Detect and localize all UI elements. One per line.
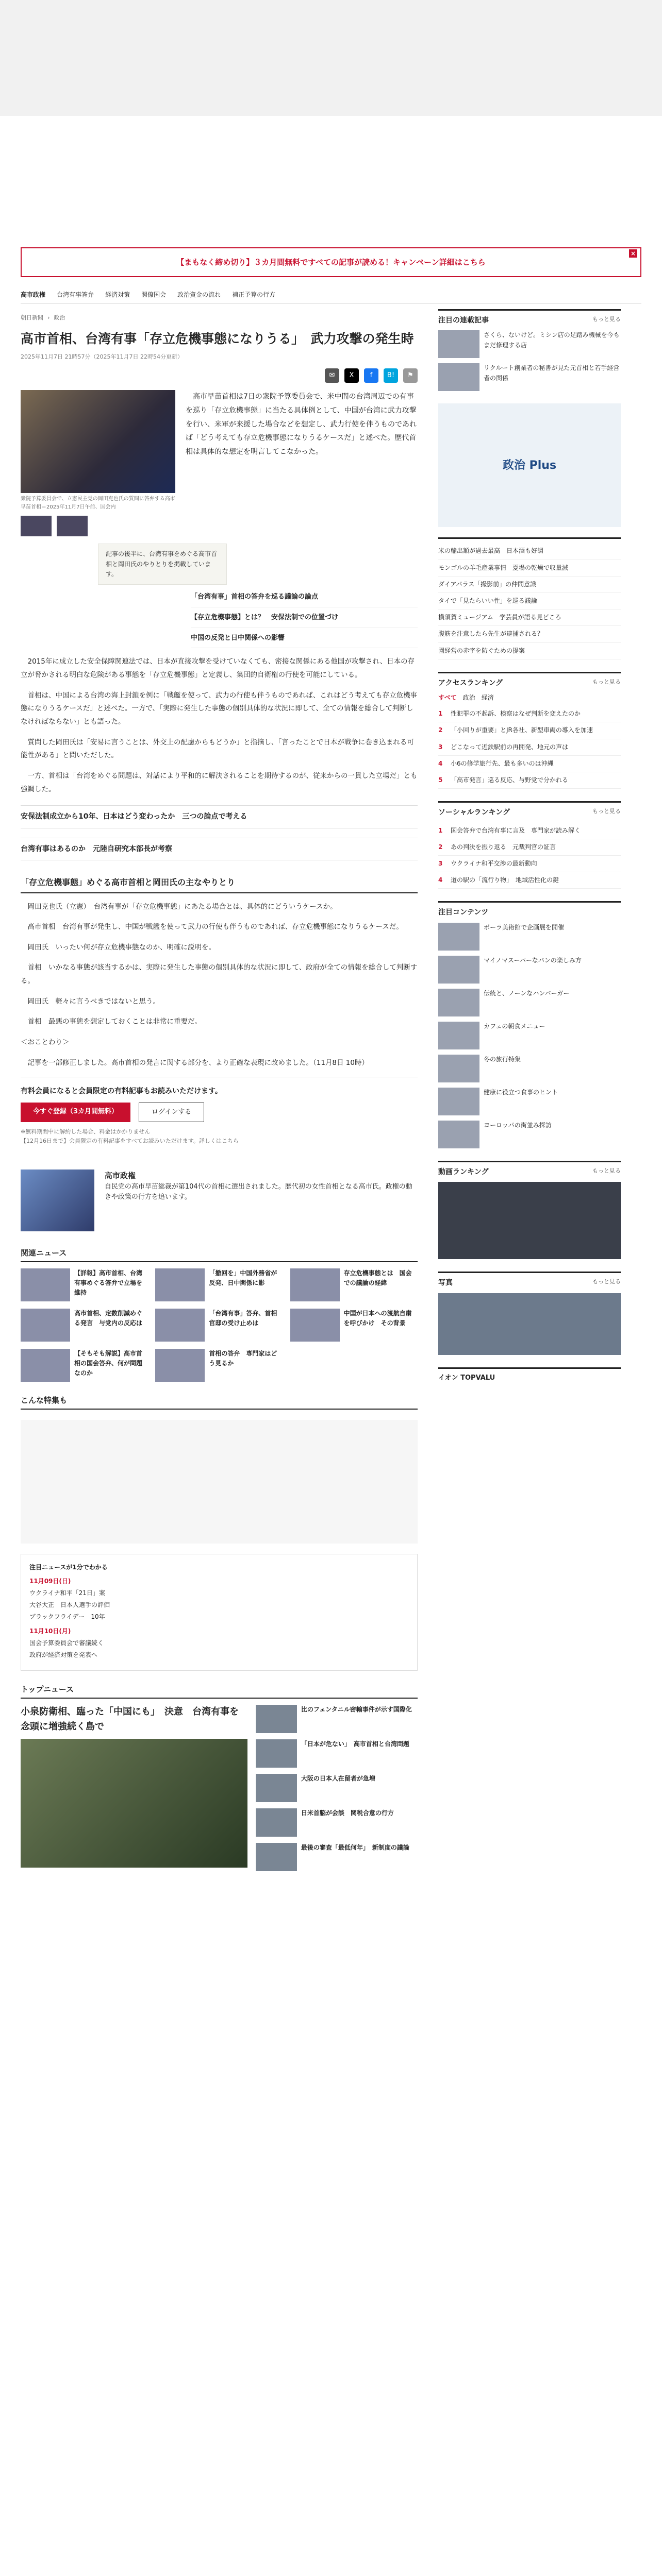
calendar-title: 注目ニュースが1分でわかる	[29, 1563, 108, 1571]
news-card[interactable]	[290, 1309, 418, 1342]
news-thumbnail	[21, 1268, 70, 1301]
sidebar-link[interactable]	[438, 543, 621, 560]
topic-description: 自民党の高市早苗総裁が第104代の首相に選出されました。歴代初の女性首相となる高市氏。政権の動きや政策の行方を追います。	[104, 1182, 412, 1201]
ranking-tab[interactable]: 経済	[481, 694, 494, 702]
sidebar-link-label: モンゴルの羊毛産業事情 夏場の乾燥で収量減	[438, 564, 569, 571]
more-link[interactable]: もっと見る	[592, 316, 621, 323]
news-card[interactable]	[155, 1349, 283, 1382]
topic-item[interactable]: 経済対策	[105, 291, 130, 298]
topic-item[interactable]: 政治資金の流れ	[177, 291, 221, 298]
news-card[interactable]	[155, 1309, 283, 1342]
calendar-date: 11月09日(日)	[29, 1577, 71, 1585]
calendar-date: 11月10日(月)	[29, 1627, 71, 1635]
news-card-title: 高市首相、定数削減めぐる発言 与党内の反応は	[74, 1309, 143, 1327]
related-news-title: 関連ニュース	[21, 1247, 418, 1262]
sidebar-heading: ソーシャルランキング	[438, 808, 510, 817]
ranking-item-label: 「高市発言」巡る反応、与野党で分かれる	[451, 776, 569, 784]
correction-text: 記事を一部修正しました。高市首相の発言に関する部分を、より正確な表現に改めました。（11月8日 10時）	[21, 1058, 369, 1067]
news-card-title: 中国が日本への渡航自粛を呼びかけ その背景	[343, 1309, 412, 1327]
top-news-image[interactable]	[21, 1739, 247, 1868]
top-news-headline[interactable]: 小泉防衛相、臨った「中国にも」 決意 台湾有事を念頭に増強続く島で	[21, 1706, 239, 1732]
top-news-item-title: 比のフェンタニル密輸事件が示す国際化	[301, 1706, 412, 1714]
ranking-item-label: 国会答弁で台湾有事に言及 専門家が読み解く	[451, 826, 581, 834]
ranking-item[interactable]	[438, 772, 621, 789]
content-item[interactable]	[438, 1121, 621, 1148]
topic-item[interactable]: 補正予算の行方	[232, 291, 276, 298]
top-ad-area	[0, 0, 662, 116]
feature-title: こんな特集も	[21, 1394, 418, 1410]
content-item-label: 健康に役立つ食事のヒント	[484, 1088, 558, 1096]
top-news-item-title: 日米首脳が会談 関税合意の行方	[301, 1809, 394, 1817]
rank-number: 4	[438, 876, 443, 884]
news-thumbnail	[290, 1268, 340, 1301]
content-item[interactable]	[438, 989, 621, 1016]
rank-number: 1	[438, 826, 443, 834]
sidebar-heading: 写真	[438, 1279, 453, 1287]
news-card-title: 存立危機事態とは 国会での議論の経緯	[343, 1269, 412, 1286]
sidebar-item-label: リクルート創業者の秘書が見た元首相と若手経営者の関係	[484, 364, 620, 382]
ranking-item[interactable]	[438, 872, 621, 889]
news-card[interactable]	[290, 1268, 418, 1301]
news-thumbnail	[21, 1349, 70, 1382]
sidebar-link-label: ダイアパラス「撮影前」の仲間意識	[438, 580, 537, 588]
top-news-item[interactable]	[256, 1705, 418, 1733]
top-news-item-title: 大阪の日本人在留者が急増	[301, 1775, 375, 1783]
sidebar-link-label: 腹筋を注意したら先生が逮捕される？	[438, 630, 544, 638]
breadcrumb	[21, 309, 418, 327]
news-calendar	[21, 1554, 418, 1671]
topic-lead[interactable]: 高市政権	[21, 291, 46, 298]
related-link[interactable]: 中国の反発と日中関係への影響	[191, 633, 418, 649]
section-heading: 「存立危機事態」めぐる高市首相と岡田氏の主なやりとり	[21, 876, 418, 893]
news-card-title: 「撤回を」中国外務省が反発、日中関係に影	[209, 1269, 277, 1286]
calendar-item[interactable]: 大谷大正 日本人選手の評価	[29, 1601, 110, 1609]
more-link[interactable]: もっと見る	[592, 1167, 621, 1174]
article-title: 高市首相、台湾有事「存立危機事態になりうる」 武力攻撃の発生時	[21, 331, 414, 346]
social-ranking	[438, 801, 621, 889]
topic-box	[21, 1170, 418, 1231]
top-news-item[interactable]	[256, 1739, 418, 1768]
news-thumbnail	[21, 1309, 70, 1342]
related-links	[191, 592, 418, 648]
more-link[interactable]: もっと見る	[592, 808, 621, 815]
rank-number: 2	[438, 726, 443, 734]
hatena-icon[interactable]: B!	[384, 368, 398, 383]
news-thumbnail	[256, 1739, 297, 1768]
ranking-item[interactable]	[438, 756, 621, 772]
sponsor-box	[438, 1367, 621, 1384]
content-thumbnail	[438, 1055, 479, 1082]
register-button[interactable]: 今すぐ登録（3カ月間無料）	[21, 1103, 130, 1123]
article-paragraph: 一方、首相は「台湾をめぐる問題は、対話により平和的に解決されることを期待するのが、従来からの一貫した立場だ」とも強調した。	[21, 771, 418, 793]
content-thumbnail	[438, 1121, 479, 1148]
news-card-title: 【詳報】高市首相、台湾有事めぐる答弁で立場を維持	[74, 1269, 143, 1297]
related-link[interactable]: 【存立危機事態】とは？ 安保法制での位置づけ	[191, 613, 418, 628]
top-news-item[interactable]	[256, 1774, 418, 1802]
sidebar-link[interactable]	[438, 643, 621, 659]
ranking-tab[interactable]: 政治	[462, 694, 475, 702]
sidebar	[438, 309, 621, 1877]
facebook-icon[interactable]: f	[364, 368, 378, 383]
article-paragraph: 質問した岡田氏は「安易に言うことは、外交上の配慮からもどうか」と指摘し、「言ったことで日本が戦争に巻き込まれる可能性がある」と問いただした。	[21, 738, 414, 760]
news-thumbnail	[256, 1843, 297, 1871]
topic-item[interactable]: 閣僚国会	[141, 291, 167, 298]
sidebar-thumbnail	[438, 363, 479, 391]
calendar-item[interactable]: 国会予算委員会で審議続く	[29, 1639, 104, 1647]
sidebar-link[interactable]	[438, 577, 621, 593]
content-item-label: カフェの朝食メニュー	[484, 1022, 545, 1030]
photo-thumbnail[interactable]	[21, 516, 52, 536]
paywall	[21, 1077, 418, 1154]
ranking-item-label: 「小回りが重要」とJR各社、新型車両の導入を加速	[451, 726, 593, 734]
video-ranking	[438, 1161, 621, 1259]
ranking-item-label: 性犯罪の不起訴、検察はなぜ判断を変えたのか	[451, 710, 581, 718]
top-news-item[interactable]	[256, 1808, 418, 1837]
sidebar-link-label: タイで「見たらいい性」を巡る議論	[438, 597, 537, 604]
paywall-note: ※無料期間中に解約した場合、料金はかかりません	[21, 1128, 151, 1136]
campaign-text: 【まもなく締め切り】３カ月間無料ですべての記事が読める！キャンペーン詳細はこちら	[176, 258, 486, 267]
sidebar-item[interactable]	[438, 363, 621, 391]
content-thumbnail	[438, 923, 479, 951]
masthead-area	[0, 116, 662, 247]
content-item[interactable]	[438, 1088, 621, 1115]
content-item[interactable]	[438, 1055, 621, 1082]
news-thumbnail	[256, 1774, 297, 1802]
rank-number: 3	[438, 859, 443, 867]
article-body	[21, 655, 418, 1070]
sidebar-link-label: 米の輸出額が過去最高 日本酒も好調	[438, 547, 544, 555]
ranking-item[interactable]	[438, 856, 621, 872]
qa-paragraph: 岡田氏 軽々に言うべきではないと思う。	[21, 997, 160, 1006]
news-card[interactable]	[21, 1309, 148, 1342]
access-ranking	[438, 672, 621, 789]
news-card[interactable]	[155, 1268, 283, 1301]
ranking-item[interactable]	[438, 839, 621, 856]
photo-section	[438, 1272, 621, 1354]
paywall-title: 有料会員になると会員限定の有料記事もお読みいただけます。	[21, 1087, 222, 1096]
news-card-title: 「台湾有事」答弁、首相官邸の受け止めは	[209, 1309, 277, 1327]
sidebar-heading: アクセスランキング	[438, 679, 503, 687]
photo-thumbnail[interactable]	[57, 516, 88, 536]
campaign-banner[interactable]	[21, 247, 641, 277]
main-column	[21, 309, 418, 1877]
video-thumbnail[interactable]	[438, 1182, 621, 1259]
content-item-label: 冬の旅行特集	[484, 1055, 521, 1063]
news-card-title: 首相の答弁 専門家はどう見るか	[209, 1349, 277, 1367]
bookmark-icon[interactable]: ⚑	[403, 368, 418, 383]
sidebar-thumbnail	[438, 330, 479, 358]
sidebar-ad[interactable]: 政治 Plus	[438, 403, 621, 527]
calendar-item[interactable]: ブラックフライデー 10年	[29, 1613, 105, 1621]
top-news-item-title: 最後の審査「最低何年」 新制度の議論	[301, 1844, 409, 1852]
photo-thumbnail[interactable]	[438, 1293, 621, 1355]
ranking-item-label: どこなって近鉄駅前の再開発、地元の声は	[451, 743, 569, 751]
featured-series	[438, 309, 621, 391]
more-link[interactable]: もっと見る	[592, 1278, 621, 1285]
rank-number: 4	[438, 759, 443, 767]
login-button[interactable]: ログインする	[139, 1103, 204, 1123]
inline-article-link[interactable]: 台湾有事はあるのか 元陸自研究本部長が考察	[21, 838, 418, 860]
news-thumbnail	[256, 1808, 297, 1837]
top-news	[21, 1705, 418, 1877]
article-paragraph: 首相は、中国による台湾の海上封鎖を例に「戦艦を使って、武力の行使も伴うものであれば、これはどう考えても存立危機事態になりうるケースだ」と述べた。一方で、「実際に発生した事態の個別具体的な状況に即して、全ての情報を総合して判断しなければならない」とも語った。	[21, 691, 418, 726]
sidebar-item[interactable]	[438, 330, 621, 358]
qa-paragraph: 岡田克也氏（立憲） 台湾有事が「存立危機事態」にあたる場合とは、具体的にどういうケースか。	[21, 902, 337, 911]
content-thumbnail	[438, 1022, 479, 1049]
content-thumbnail	[438, 989, 479, 1016]
sidebar-heading: 注目コンテンツ	[438, 908, 489, 917]
sponsor-name[interactable]: イオン TOPVALU	[438, 1374, 495, 1382]
ranking-item[interactable]	[438, 739, 621, 756]
topic-bar	[21, 286, 641, 304]
breadcrumb-item[interactable]: 政治	[54, 314, 65, 321]
inline-article-link[interactable]: 安保法制成立から10年、日本はどう変わったか 三つの論点で考える	[21, 805, 418, 828]
breadcrumb-item[interactable]: 朝日新聞	[21, 314, 43, 321]
photo-caption: 衆院予算委員会で、立憲民主党の岡田克也氏の質問に答弁する高市早苗首相＝2025年11月7日午前、国会内	[21, 496, 175, 511]
sidebar-link[interactable]	[438, 626, 621, 642]
rank-number: 5	[438, 776, 443, 784]
ranking-item-label: 道の駅の「流行り物」 地域活性化の鍵	[451, 876, 559, 884]
correction-heading: ＜おことわり＞	[21, 1038, 70, 1047]
qa-paragraph: 岡田氏 いったい何が存立危機事態なのか、明確に説明を。	[21, 943, 216, 952]
article-lead: 高市早苗首相は7日の衆院予算委員会で、米中間の台湾周辺での有事を巡り「存立危機事態」に当たる具体例として、中国が台湾に武力攻撃を行い、米軍が来援した場合などを想定し、武力行使を伴うものであれば「どう考えても存立危機事態になりうるケースだ」と述べた。歴代首相は具体的な想定を明言してこなかった。	[186, 393, 417, 456]
sidebar-item-label: さくら、ないけど。ミシン店の足踏み機械を今もまだ修理する店	[484, 331, 620, 349]
news-card-title: 【そもそも解説】高市首相の国会答弁、何が問題なのか	[74, 1349, 143, 1377]
more-link[interactable]: もっと見る	[592, 678, 621, 685]
content-item-label: ヨーロッパの街並み探訪	[484, 1121, 552, 1129]
topic-name[interactable]: 高市政権	[104, 1171, 136, 1180]
sidebar-link-label: 横須賀ミュージアム 学芸員が語る見どころ	[438, 614, 561, 621]
sidebar-link[interactable]	[438, 593, 621, 609]
ranking-item-label: 小6の修学旅行先、最も多いのは沖縄	[451, 759, 554, 767]
qa-paragraph: 高市首相 台湾有事が発生し、中国が戦艦を使って武力の行使も伴うものであれば、存立危機事態になりうるケースだ。	[21, 923, 403, 931]
rank-number: 2	[438, 843, 443, 851]
qa-paragraph: 首相 最悪の事態を想定しておくことは非常に重要だ。	[21, 1018, 202, 1026]
content-item-label: ボーラ美術館で企画展を開催	[484, 923, 565, 931]
ad-area	[21, 1420, 418, 1544]
sidebar-link[interactable]	[438, 560, 621, 577]
rank-number: 1	[438, 710, 443, 718]
sidebar-link[interactable]	[438, 609, 621, 626]
featured-contents	[438, 901, 621, 1148]
news-card[interactable]	[21, 1268, 148, 1301]
content-item-label: 伝統と、ノーンなハンバーガー	[484, 989, 570, 997]
news-thumbnail	[256, 1705, 297, 1733]
content-thumbnail	[438, 1088, 479, 1115]
ranking-item-label: あの判決を振り返る 元裁判官の証言	[451, 843, 556, 851]
ranking-tab[interactable]: すべて	[438, 694, 457, 702]
content-item[interactable]	[438, 956, 621, 984]
related-news-grid	[21, 1268, 418, 1382]
news-thumbnail	[155, 1349, 205, 1382]
share-bar	[21, 368, 418, 383]
content-item-label: マイノマスーパーなパンの楽しみ方	[484, 956, 582, 964]
topic-item[interactable]: 台湾有事答弁	[57, 291, 94, 298]
news-card[interactable]	[21, 1349, 148, 1382]
sidebar-link-label: 園経営の赤字を防ぐための提案	[438, 647, 525, 654]
top-news-item[interactable]	[256, 1843, 418, 1871]
ranking-item-label: ウクライナ和平交渉の最新動向	[451, 859, 537, 867]
calendar-item[interactable]: ウクライナ和平「21日」案	[29, 1589, 105, 1597]
rank-number: 3	[438, 743, 443, 751]
news-thumbnail	[155, 1268, 205, 1301]
ranking-item[interactable]	[438, 706, 621, 722]
content-thumbnail	[438, 956, 479, 984]
ranking-item[interactable]	[438, 722, 621, 739]
news-thumbnail	[155, 1309, 205, 1342]
content-item[interactable]	[438, 1022, 621, 1049]
news-thumbnail	[290, 1309, 340, 1342]
calendar-item[interactable]: 政府が経済対策を発表へ	[29, 1651, 98, 1658]
content-item[interactable]	[438, 923, 621, 951]
article-meta: 2025年11月7日 21時57分（2025年11月7日 22時54分更新）	[21, 353, 183, 360]
topic-image[interactable]	[21, 1170, 94, 1231]
related-link[interactable]: 「台湾有事」首相の答弁を巡る議論の論点	[191, 592, 418, 607]
qa-paragraph: 首相 いかなる事態が該当するかは、実際に発生した事態の個別具体的な状況に即して、政府が全ての情報を総合して判断する。	[21, 963, 418, 986]
breadcrumb-separator: ›	[47, 314, 50, 321]
article-paragraph: 2015年に成立した安全保障関連法では、日本が直接攻撃を受けていなくても、密接な関係にある他国が攻撃され、日本の存立が脅かされる明白な危険がある事態を「存立危機事態」と定義し、集団的自衛権の行使を可能にしている。	[21, 657, 415, 680]
ranking-item[interactable]	[438, 823, 621, 839]
paywall-sub[interactable]: 【12月16日まで】会員限定の有料記事をすべてお読みいただけます。詳しくはこちら	[21, 1138, 239, 1145]
top-news-title: トップニュース	[21, 1683, 418, 1699]
mail-icon[interactable]: ✉	[325, 368, 339, 383]
top-news-item-title: 「日本が危ない」 高市首相と台湾問題	[301, 1740, 409, 1748]
x-icon[interactable]: X	[344, 368, 359, 383]
sidebar-heading: 動画ランキング	[438, 1167, 489, 1176]
sidebar-heading: 注目の連載記事	[438, 316, 489, 325]
article-photo[interactable]	[21, 390, 175, 493]
side-list	[438, 537, 621, 659]
article-note: 記事の後半に、台湾有事をめぐる高市首相と岡田氏のやりとりを掲載しています。	[98, 544, 227, 585]
close-icon[interactable]: ×	[629, 249, 637, 258]
